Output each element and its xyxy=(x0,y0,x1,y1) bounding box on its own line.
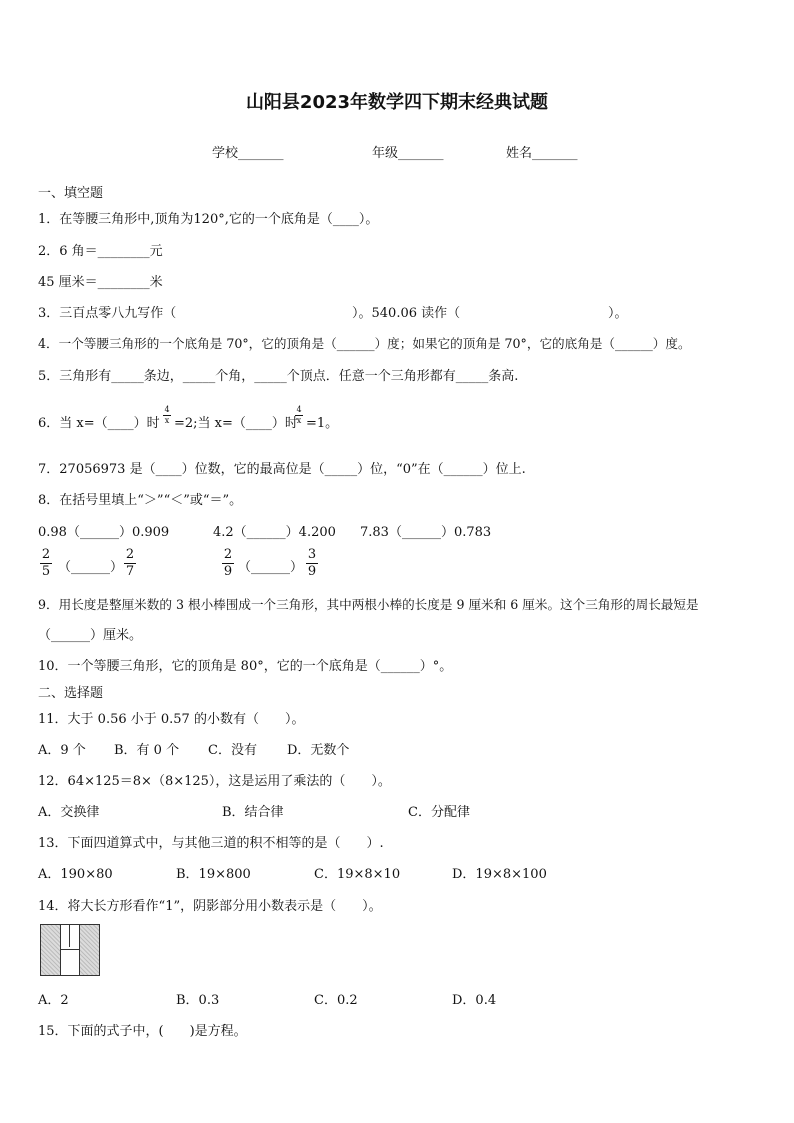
question-8-compare-3: 7.83（______）0.783 xyxy=(360,525,492,540)
fraction-numerator: 2 xyxy=(41,547,51,562)
question-6-part1: 6．当 x=（____）时 xyxy=(38,416,160,431)
figure-divider xyxy=(60,925,61,975)
fraction-3-9 xyxy=(306,548,318,579)
fraction-numerator: 3 xyxy=(307,547,317,562)
question-6-fraction-2 xyxy=(295,406,303,425)
fraction-denominator: 7 xyxy=(125,564,135,579)
question-13-option-d[interactable]: D．19×8×100 xyxy=(452,867,547,882)
question-14-option-c[interactable]: C．0.2 xyxy=(314,993,358,1008)
fraction-denominator: 9 xyxy=(223,564,233,579)
question-3-part3: ）。 xyxy=(608,306,628,321)
fraction-numerator: 4 xyxy=(296,405,302,414)
question-14: 14．将大长方形看作“1”，阴影部分用小数表示是（ ）。 xyxy=(38,899,382,914)
question-11: 11．大于 0.56 小于 0.57 的小数有（ ）。 xyxy=(38,712,305,727)
question-8-blank-1: （______） xyxy=(58,560,124,575)
question-13-option-a[interactable]: A．190×80 xyxy=(38,867,113,882)
question-12-option-c[interactable]: C．分配律 xyxy=(408,805,470,820)
fraction-2-9 xyxy=(222,548,234,579)
question-2b: 45 厘米＝________米 xyxy=(38,275,163,290)
question-1: 1．在等腰三角形中,顶角为120°,它的一个底角是（____）。 xyxy=(38,212,379,227)
question-14-option-d[interactable]: D．0.4 xyxy=(452,993,497,1008)
fraction-numerator: 4 xyxy=(164,405,170,414)
question-12-option-b[interactable]: B．结合律 xyxy=(222,805,284,820)
question-15: 15．下面的式子中，( )是方程。 xyxy=(38,1024,247,1039)
section-choice-heading: 二、选择题 xyxy=(38,686,104,701)
question-11-option-a[interactable]: A．9 个 xyxy=(38,743,86,758)
fraction-denominator: x xyxy=(296,416,302,425)
section-fill-heading: 一、填空题 xyxy=(38,186,104,201)
question-2a: 2．6 角＝________元 xyxy=(38,244,163,259)
fraction-denominator: 9 xyxy=(307,564,317,579)
question-9-line-1: 9．用长度是整厘米数的 3 根小棒围成一个三角形，其中两根小棒的长度是 9 厘米和 6 厘米。这个三角形的周长最短是 xyxy=(38,597,699,612)
question-14-option-b[interactable]: B．0.3 xyxy=(176,993,220,1008)
question-4: 4．一个等腰三角形的一个底角是 70°，它的顶角是（______）度；如果它的顶角是 70°，它的底角是（______）度。 xyxy=(38,336,691,351)
question-13-option-c[interactable]: C．19×8×10 xyxy=(314,867,401,882)
question-6-part2: =2;当 x=（____）时 xyxy=(174,416,298,431)
question-10: 10．一个等腰三角形，它的顶角是 80°，它的一个底角是（______）°。 xyxy=(38,659,453,674)
shaded-region-1 xyxy=(41,925,60,975)
question-13-option-b[interactable]: B．19×800 xyxy=(176,867,251,882)
question-6-part3: =1。 xyxy=(306,416,339,431)
grade-field[interactable]: 年级_______ xyxy=(372,146,444,161)
fraction-numerator: 2 xyxy=(223,547,233,562)
question-8-compare-2: 4.2（______）4.200 xyxy=(213,525,336,540)
question-12-option-a[interactable]: A．交换律 xyxy=(38,805,100,820)
fraction-denominator: 5 xyxy=(41,564,51,579)
question-11-option-c[interactable]: C．没有 xyxy=(208,743,257,758)
figure-divider xyxy=(69,925,70,947)
question-7: 7．27056973 是（____）位数，它的最高位是（_____）位，“0”在（______）位上. xyxy=(38,462,526,477)
question-8-compare-1: 0.98（______）0.909 xyxy=(38,525,170,540)
figure-divider xyxy=(60,949,79,950)
question-11-option-d[interactable]: D．无数个 xyxy=(287,743,350,758)
fraction-2-5 xyxy=(40,548,52,579)
question-14-option-a[interactable]: A．2 xyxy=(38,993,69,1008)
question-5: 5．三角形有_____条边，_____个角，_____个顶点．任意一个三角形都有_____条高. xyxy=(38,369,519,384)
question-11-option-b[interactable]: B．有 0 个 xyxy=(114,743,180,758)
question-12: 12．64×125＝8×（8×125），这是运用了乘法的（ ）。 xyxy=(38,774,391,789)
figure-divider xyxy=(79,925,80,975)
question-6-fraction-1 xyxy=(163,406,171,425)
name-field[interactable]: 姓名_______ xyxy=(506,146,578,161)
question-13: 13．下面四道算式中，与其他三道的积不相等的是（ ）. xyxy=(38,836,384,851)
fraction-2-7 xyxy=(124,548,136,579)
question-9-line-2: （______）厘米。 xyxy=(38,628,143,643)
shaded-region-2 xyxy=(79,925,99,975)
school-field[interactable]: 学校_______ xyxy=(212,146,284,161)
question-8-blank-2: （______） xyxy=(238,560,304,575)
question-3-part2: ）。540.06 读作（ xyxy=(352,306,461,321)
fraction-numerator: 2 xyxy=(125,547,135,562)
question-3-part1: 3．三百点零八九写作（ xyxy=(38,306,177,321)
question-8: 8．在括号里填上“＞”“＜”或“＝”。 xyxy=(38,493,243,508)
fraction-denominator: x xyxy=(164,416,170,425)
shaded-rectangle-figure xyxy=(40,924,100,976)
page-title: 山阳县2023年数学四下期末经典试题 xyxy=(245,92,549,113)
